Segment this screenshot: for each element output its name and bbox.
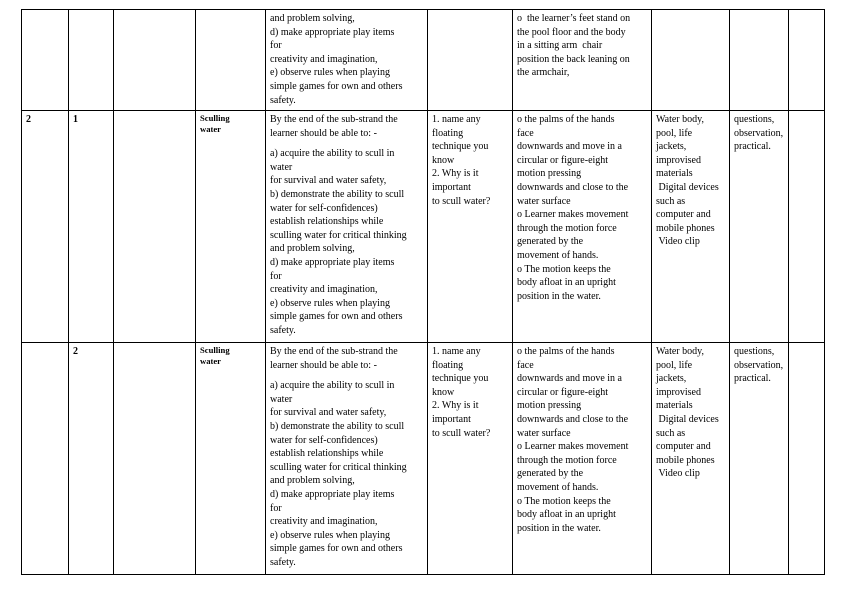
assessment-cell bbox=[730, 343, 789, 575]
table-row bbox=[22, 343, 825, 575]
strand-cell bbox=[114, 111, 196, 343]
experience-line: downwards and close to the bbox=[517, 181, 629, 193]
inquiry-line: 2. Why is it bbox=[432, 168, 479, 180]
inquiry-line: floating bbox=[432, 127, 464, 139]
resource-line: materials bbox=[656, 400, 693, 412]
outcome-line: creativity and imagination, bbox=[270, 284, 378, 296]
resource-line: computer and bbox=[656, 441, 711, 453]
outcome-line: water for self-confidences) bbox=[270, 434, 378, 446]
inquiry-line: technique you bbox=[432, 141, 489, 153]
experience-line: in a sitting arm chair bbox=[517, 40, 603, 52]
week-cell bbox=[22, 10, 69, 111]
learning-resources-cell bbox=[652, 111, 730, 343]
sub-strand-cell bbox=[196, 10, 266, 111]
resource-line: Video clip bbox=[656, 236, 700, 248]
experience-line: through the motion force bbox=[517, 222, 617, 234]
week-number: 2 bbox=[26, 114, 31, 125]
outcome-line: e) observe rules when playing bbox=[270, 297, 390, 309]
experience-line: downwards and move in a bbox=[517, 373, 622, 385]
inquiry-line: 1. name any bbox=[432, 346, 481, 357]
outcome-line: b) demonstrate the ability to scull bbox=[270, 188, 405, 200]
inquiry-line: to scull water? bbox=[432, 195, 491, 207]
experience-line: body afloat in an upright bbox=[517, 277, 616, 289]
outcome-line: simple games for own and others bbox=[270, 543, 403, 555]
inquiry-line: floating bbox=[432, 359, 464, 371]
resource-line: Water body, bbox=[656, 346, 704, 357]
sub-strand-cell bbox=[196, 111, 266, 343]
experience-line: body afloat in an upright bbox=[517, 509, 616, 521]
outcomes-intro-line: By the end of the sub-strand the bbox=[270, 346, 398, 357]
outcome-line: safety. bbox=[270, 94, 296, 106]
resource-line: pool, life bbox=[656, 359, 693, 371]
outcome-line: sculling water for critical thinking bbox=[270, 461, 407, 473]
remarks-cell bbox=[789, 343, 825, 575]
experience-line: o the palms of the hands bbox=[517, 346, 615, 357]
resource-line: such as bbox=[656, 195, 686, 207]
inquiry-line: 1. name any bbox=[432, 114, 481, 125]
outcome-line: a) acquire the ability to scull in bbox=[270, 148, 395, 160]
experience-line: through the motion force bbox=[517, 454, 617, 466]
inquiry-line: know bbox=[432, 154, 455, 166]
outcome-line: for survival and water safety, bbox=[270, 407, 387, 419]
sub-strand-text: water bbox=[200, 356, 221, 367]
experience-line: the pool floor and the body bbox=[517, 26, 626, 38]
experience-line: o the palms of the hands bbox=[517, 114, 615, 125]
outcome-line: water bbox=[270, 161, 293, 173]
outcome-line: d) make appropriate play items bbox=[270, 256, 395, 268]
assessment-line: questions, bbox=[734, 114, 775, 125]
outcomes-intro-line: By the end of the sub-strand the bbox=[270, 114, 398, 125]
assessment-cell bbox=[730, 111, 789, 343]
experience-line: the armchair, bbox=[517, 67, 570, 79]
strand-cell bbox=[114, 10, 196, 111]
learning-outcomes-cell bbox=[266, 10, 428, 111]
lesson-number: 2 bbox=[73, 346, 78, 357]
learning-resources-cell bbox=[652, 343, 730, 575]
lesson-cell bbox=[69, 343, 114, 575]
inquiry-line: important bbox=[432, 413, 471, 425]
resource-line: jackets, bbox=[656, 141, 687, 153]
inquiry-line: to scull water? bbox=[432, 427, 491, 439]
resource-line: pool, life bbox=[656, 127, 693, 139]
outcome-line: for bbox=[270, 270, 282, 282]
outcome-line: establish relationships while bbox=[270, 216, 384, 228]
remarks-cell bbox=[789, 10, 825, 111]
experience-line: downwards and move in a bbox=[517, 141, 622, 153]
resource-line: Video clip bbox=[656, 468, 700, 480]
outcome-line: d) make appropriate play items bbox=[270, 26, 395, 38]
learning-resources-cell bbox=[652, 10, 730, 111]
outcome-line: for bbox=[270, 40, 282, 52]
outcome-line: d) make appropriate play items bbox=[270, 488, 395, 500]
assessment-line: questions, bbox=[734, 346, 775, 357]
experience-line: water surface bbox=[517, 427, 571, 439]
experience-line: position the back leaning on bbox=[517, 53, 630, 65]
resource-line: improvised bbox=[656, 386, 701, 398]
resource-line: mobile phones bbox=[656, 222, 715, 234]
week-cell bbox=[22, 111, 69, 343]
sub-strand-text: Sculling bbox=[200, 345, 230, 355]
assessment-line: observation, bbox=[734, 359, 784, 371]
outcome-line: for survival and water safety, bbox=[270, 175, 387, 187]
lesson-number: 1 bbox=[73, 114, 78, 125]
experience-line: movement of hands. bbox=[517, 249, 599, 261]
experience-line: face bbox=[517, 127, 534, 139]
outcome-line: creativity and imagination, bbox=[270, 53, 378, 65]
outcome-line: creativity and imagination, bbox=[270, 516, 378, 528]
resource-line: computer and bbox=[656, 209, 711, 221]
table-row bbox=[22, 111, 825, 343]
outcome-line: e) observe rules when playing bbox=[270, 67, 390, 79]
experience-line: downwards and close to the bbox=[517, 413, 629, 425]
assessment-line: practical. bbox=[734, 373, 771, 385]
resource-line: improvised bbox=[656, 154, 701, 166]
outcome-line: for bbox=[270, 502, 282, 514]
outcome-line: e) observe rules when playing bbox=[270, 529, 390, 541]
outcome-line: a) acquire the ability to scull in bbox=[270, 380, 395, 392]
outcome-line: and problem solving, bbox=[270, 243, 355, 255]
assessment-line: observation, bbox=[734, 127, 784, 139]
resource-line: materials bbox=[656, 168, 693, 180]
strand-cell bbox=[114, 343, 196, 575]
experience-line: o The motion keeps the bbox=[517, 263, 611, 275]
outcomes-intro-line: learner should be able to: - bbox=[270, 127, 377, 139]
outcome-line: sculling water for critical thinking bbox=[270, 229, 407, 241]
experience-line: position in the water. bbox=[517, 522, 601, 534]
experience-line: water surface bbox=[517, 195, 571, 207]
experience-line: motion pressing bbox=[517, 168, 582, 180]
table-row bbox=[22, 10, 825, 111]
experience-line: motion pressing bbox=[517, 400, 582, 412]
outcome-line: water for self-confidences) bbox=[270, 202, 378, 214]
inquiry-line: know bbox=[432, 386, 455, 398]
week-cell bbox=[22, 343, 69, 575]
resource-line: Digital devices bbox=[656, 413, 719, 425]
inquiry-questions-cell bbox=[428, 10, 513, 111]
learning-experiences-cell bbox=[513, 111, 652, 343]
experience-line: o Learner makes movement bbox=[517, 441, 629, 453]
resource-line: such as bbox=[656, 427, 686, 439]
resource-line: jackets, bbox=[656, 373, 687, 385]
experience-line: movement of hands. bbox=[517, 481, 599, 493]
assessment-line: practical. bbox=[734, 141, 771, 153]
experience-line: face bbox=[517, 359, 534, 371]
resource-line: mobile phones bbox=[656, 454, 715, 466]
inquiry-questions-cell bbox=[428, 111, 513, 343]
inquiry-line: 2. Why is it bbox=[432, 400, 479, 412]
lesson-cell bbox=[69, 111, 114, 343]
inquiry-line: technique you bbox=[432, 373, 489, 385]
experience-line: position in the water. bbox=[517, 290, 601, 302]
outcome-line: water bbox=[270, 393, 293, 405]
learning-outcomes-cell bbox=[266, 111, 428, 343]
experience-line: circular or figure-eight bbox=[517, 154, 609, 166]
learning-experiences-cell bbox=[513, 10, 652, 111]
outcome-line: safety. bbox=[270, 556, 296, 568]
experience-line: o The motion keeps the bbox=[517, 495, 611, 507]
outcome-line: simple games for own and others bbox=[270, 311, 403, 323]
assessment-cell bbox=[730, 10, 789, 111]
resource-line: Water body, bbox=[656, 114, 704, 125]
outcomes-intro-line: learner should be able to: - bbox=[270, 359, 377, 371]
inquiry-line: important bbox=[432, 181, 471, 193]
scheme-of-work-table bbox=[21, 9, 825, 575]
inquiry-questions-cell bbox=[428, 343, 513, 575]
outcome-line: and problem solving, bbox=[270, 475, 355, 487]
sub-strand-text: water bbox=[200, 124, 221, 135]
learning-experiences-cell bbox=[513, 343, 652, 575]
experience-line: generated by the bbox=[517, 468, 584, 480]
outcome-line: establish relationships while bbox=[270, 448, 384, 460]
learning-outcomes-cell bbox=[266, 343, 428, 575]
remarks-cell bbox=[789, 111, 825, 343]
experience-line: o Learner makes movement bbox=[517, 209, 629, 221]
outcome-line: and problem solving, bbox=[270, 13, 355, 24]
experience-line: generated by the bbox=[517, 236, 584, 248]
outcome-line: b) demonstrate the ability to scull bbox=[270, 420, 405, 432]
resource-line: Digital devices bbox=[656, 181, 719, 193]
experience-line: circular or figure-eight bbox=[517, 386, 609, 398]
lesson-cell bbox=[69, 10, 114, 111]
experience-line: o the learner’s feet stand on bbox=[517, 13, 631, 24]
outcome-line: safety. bbox=[270, 324, 296, 336]
sub-strand-text: Sculling bbox=[200, 113, 230, 123]
outcome-line: simple games for own and others bbox=[270, 80, 403, 92]
sub-strand-cell bbox=[196, 343, 266, 575]
